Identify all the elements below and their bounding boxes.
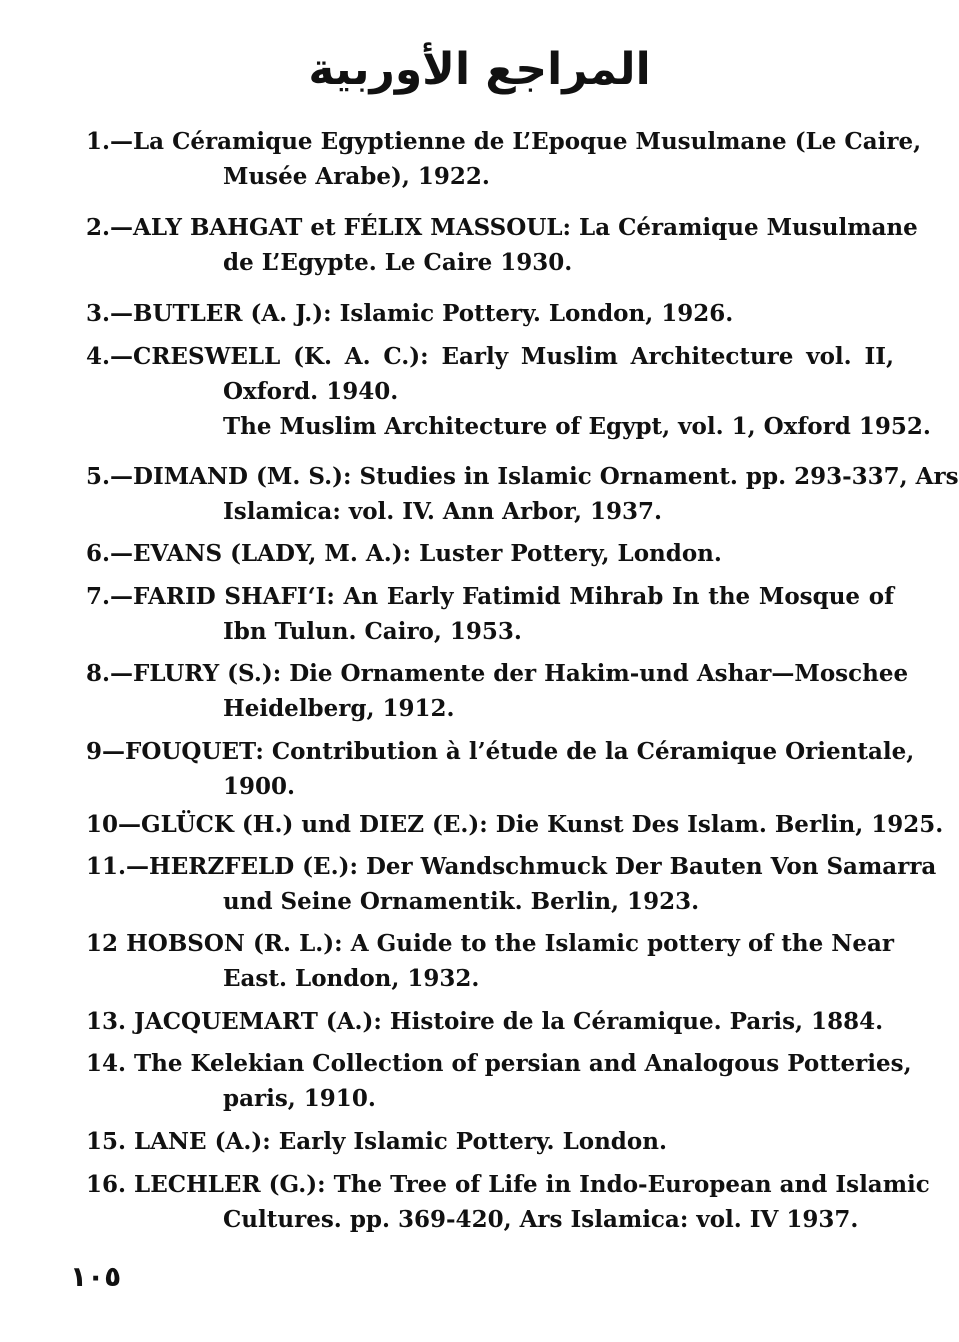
reference-entry-14 (86, 1046, 912, 1116)
reference-entry-16 (86, 1167, 930, 1237)
reference-entry-11 (86, 849, 937, 919)
reference-entry-10 (86, 807, 944, 842)
reference-entry-3 (86, 296, 894, 331)
reference-entry-5 (86, 459, 959, 529)
reference-line: 14. The Kelekian Collection of persian and Analogous Potteries, (86, 1050, 912, 1077)
reference-line: 5.—DIMAND (M. S.): Studies in Islamic Ornament. pp. 293-337, Ars (86, 463, 959, 490)
reference-line: 16. LECHLER (G.): The Tree of Life in Indo-European and Islamic (86, 1171, 930, 1198)
page-title: المراجع الأوربية (308, 44, 651, 95)
reference-line: 6.—EVANS (LADY, M. A.): Luster Pottery, London. (86, 540, 722, 567)
reference-line: The Muslim Architecture of Egypt, vol. 1, Oxford 1952. (223, 413, 931, 440)
reference-entry-13 (86, 1004, 894, 1039)
reference-entry-15 (86, 1124, 894, 1159)
reference-line: de L’Egypte. Le Caire 1930. (223, 249, 573, 276)
reference-line: Ibn Tulun. Cairo, 1953. (223, 618, 522, 645)
reference-entry-12 (86, 926, 894, 996)
reference-entry-2 (86, 210, 918, 280)
reference-line: Islamica: vol. IV. Ann Arbor, 1937. (223, 498, 663, 525)
reference-entry-9 (86, 734, 915, 804)
reference-line: 1.—La Céramique Egyptienne de L’Epoque Musulmane (Le Caire, (86, 128, 922, 155)
reference-entry-8 (86, 656, 909, 726)
reference-line: 4.—CRESWELL (K. A. C.): Early Muslim Architecture vol. II, (86, 343, 894, 370)
reference-line: 15. LANE (A.): Early Islamic Pottery. London. (86, 1128, 667, 1155)
reference-line: 13. JACQUEMART (A.): Histoire de la Céramique. Paris, 1884. (86, 1008, 884, 1035)
reference-line: East. London, 1932. (223, 965, 480, 992)
reference-line: 10—GLÜCK (H.) und DIEZ (E.): Die Kunst Des Islam. Berlin, 1925. (86, 811, 944, 838)
reference-line: 8.—FLURY (S.): Die Ornamente der Hakim-und Ashar—Moschee (86, 660, 909, 687)
reference-line: Heidelberg, 1912. (223, 695, 455, 722)
reference-line: 7.—FARID SHAFI‘I: An Early Fatimid Mihrab In the Mosque of (86, 583, 894, 610)
page-number: ١٠٥ (70, 1260, 122, 1293)
reference-entry-1 (86, 124, 922, 194)
reference-line: 2.—ALY BAHGAT et FÉLIX MASSOUL: La Céramique Musulmane (86, 214, 918, 241)
reference-line: paris, 1910. (223, 1085, 376, 1112)
reference-entry-6 (86, 536, 894, 571)
reference-line: Cultures. pp. 369-420, Ars Islamica: vol. IV 1937. (223, 1206, 859, 1233)
reference-line: Oxford. 1940. (223, 378, 399, 405)
reference-entry-4 (86, 339, 931, 444)
reference-line: 9—FOUQUET: Contribution à l’étude de la Céramique Orientale, (86, 738, 915, 765)
reference-line: 1900. (223, 773, 296, 800)
reference-line: 3.—BUTLER (A. J.): Islamic Pottery. London, 1926. (86, 300, 734, 327)
reference-line: Musée Arabe), 1922. (223, 163, 490, 190)
reference-line: 12 HOBSON (R. L.): A Guide to the Islamic pottery of the Near (86, 930, 894, 957)
reference-line: und Seine Ornamentik. Berlin, 1923. (223, 888, 700, 915)
reference-line: 11.—HERZFELD (E.): Der Wandschmuck Der Bauten Von Samarra (86, 853, 937, 880)
reference-entry-7 (86, 579, 894, 649)
